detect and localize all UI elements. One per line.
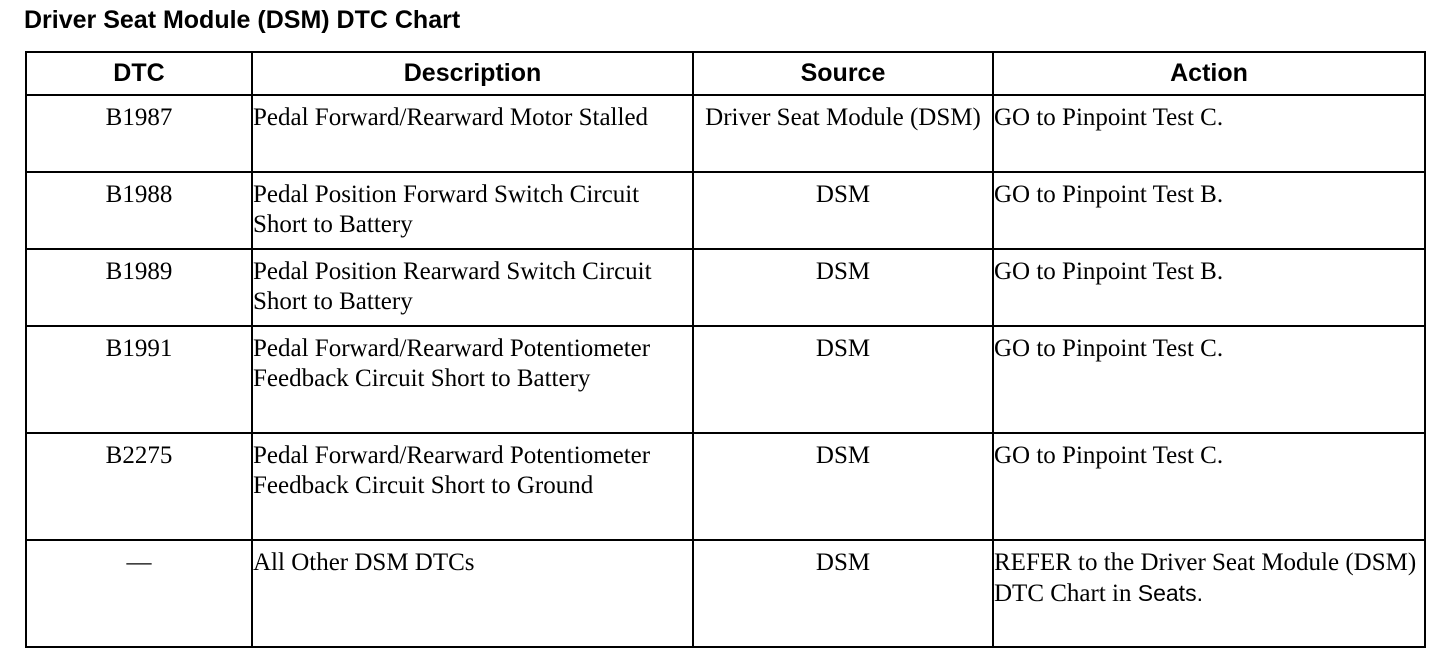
dtc-chart-table [25,51,1426,648]
dtc-action: GO to Pinpoint Test B. [993,172,1425,249]
action-period: . [1196,580,1203,606]
dtc-action: GO to Pinpoint Test C. [993,95,1425,172]
table-row [26,326,1425,433]
table-row [26,95,1425,172]
dtc-code: B1991 [26,326,252,433]
dtc-source: DSM [693,433,993,540]
dtc-code: B1987 [26,95,252,172]
dtc-source: DSM [693,249,993,326]
dtc-description: Pedal Forward/Rearward Motor Stalled [252,95,693,172]
dtc-source: DSM [693,172,993,249]
table-row [26,249,1425,326]
header-source: Source [693,52,993,95]
header-dtc: DTC [26,52,252,95]
dtc-action: GO to Pinpoint Test C. [993,433,1425,540]
dtc-code: B1988 [26,172,252,249]
header-description: Description [252,52,693,95]
table-header-row [26,52,1425,95]
seats-section-link[interactable]: Seats [1137,580,1197,606]
dtc-description: Pedal Position Rearward Switch Circuit Short to Battery [252,249,693,326]
table-row [26,433,1425,540]
dtc-description: Pedal Forward/Rearward Potentiometer Feedback Circuit Short to Battery [252,326,693,433]
table-row [26,172,1425,249]
dtc-source: DSM [693,326,993,433]
dtc-action: GO to Pinpoint Test B. [993,249,1425,326]
dtc-description: Pedal Forward/Rearward Potentiometer Feedback Circuit Short to Ground [252,433,693,540]
header-action: Action [993,52,1425,95]
dtc-action: GO to Pinpoint Test C. [993,326,1425,433]
table-row [26,540,1425,647]
page-title: Driver Seat Module (DSM) DTC Chart [24,6,461,34]
dtc-action [993,540,1425,647]
dtc-code: B2275 [26,433,252,540]
dtc-code: B1989 [26,249,252,326]
dtc-source: DSM [693,540,993,647]
dtc-description: All Other DSM DTCs [252,540,693,647]
action-text: REFER to the Driver Seat Module (DSM) DTC Chart in [994,549,1417,607]
dtc-source: Driver Seat Module (DSM) [693,95,993,172]
dtc-description: Pedal Position Forward Switch Circuit Short to Battery [252,172,693,249]
dtc-code: — [26,540,252,647]
